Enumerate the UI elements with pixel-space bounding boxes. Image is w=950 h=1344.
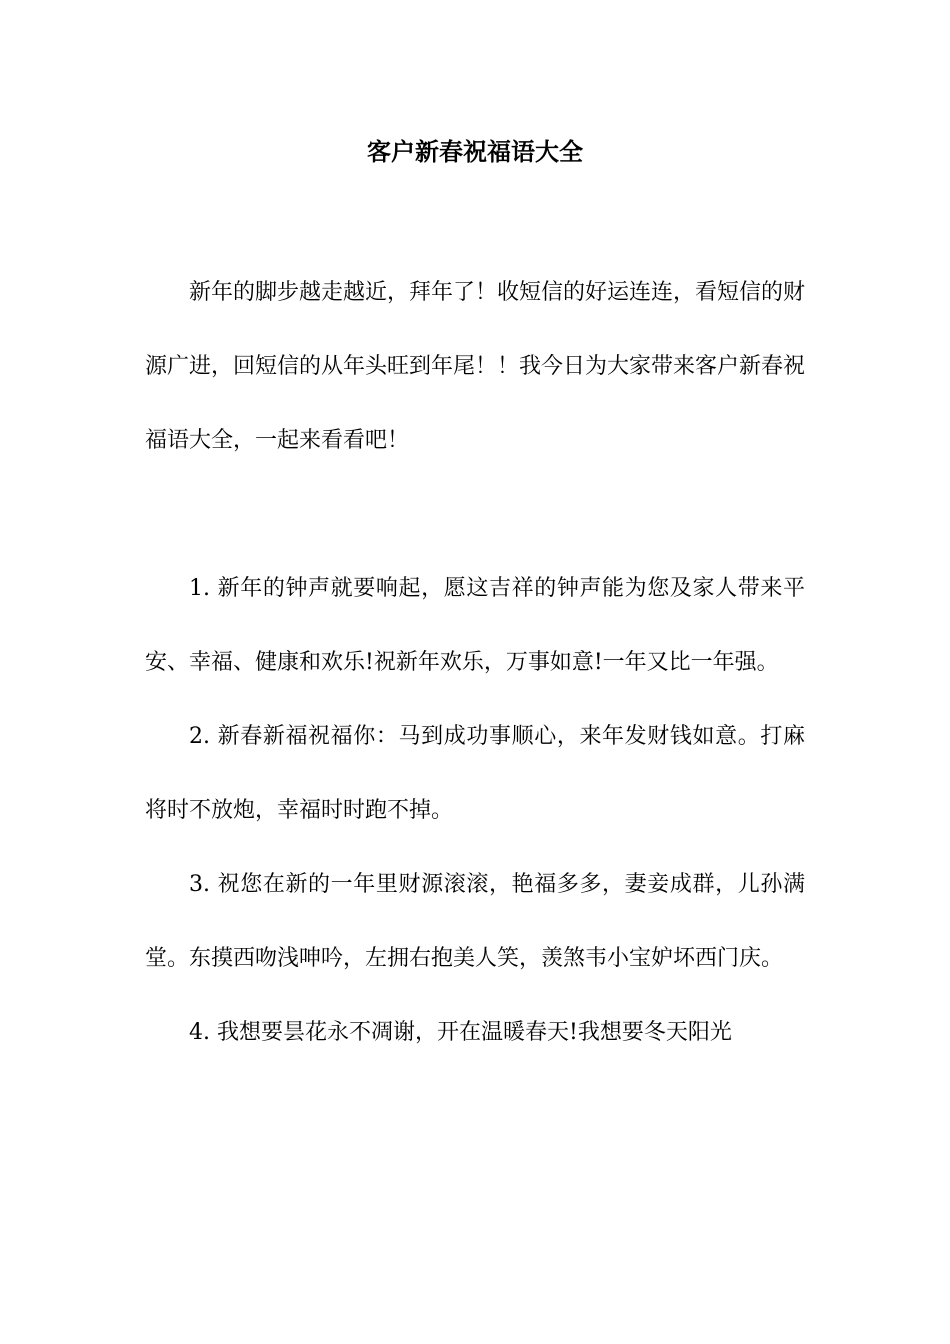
intro-paragraph: 新年的脚步越走越近，拜年了！收短信的好运连连，看短信的财源广进，回短信的从年头旺到年尾！！我今日为大家带来客户新春祝福语大全，一起来看看吧！	[145, 280, 806, 453]
list-item: 1. 新年的钟声就要响起，愿这吉祥的钟声能为您及家人带来平安、幸福、健康和欢乐!祝新年欢乐，万事如意!一年又比一年强。	[145, 576, 805, 675]
list-item: 4. 我想要昙花永不凋谢，开在温暖春天!我想要冬天阳光	[189, 1020, 732, 1045]
document-title: 客户新春祝福语大全	[367, 137, 583, 166]
document-body	[145, 256, 805, 1070]
list-item: 2. 新春新福祝福你：马到成功事顺心，来年发财钱如意。打麻将时不放炮，幸福时时跑不掉。	[145, 724, 805, 823]
paragraph-spacer	[145, 478, 805, 552]
list-item: 3. 祝您在新的一年里财源滚滚，艳福多多，妻妾成群，儿孙满堂。东摸西吻浅呻吟，左拥右抱美人笑，羡煞韦小宝妒坏西门庆。	[145, 872, 805, 971]
